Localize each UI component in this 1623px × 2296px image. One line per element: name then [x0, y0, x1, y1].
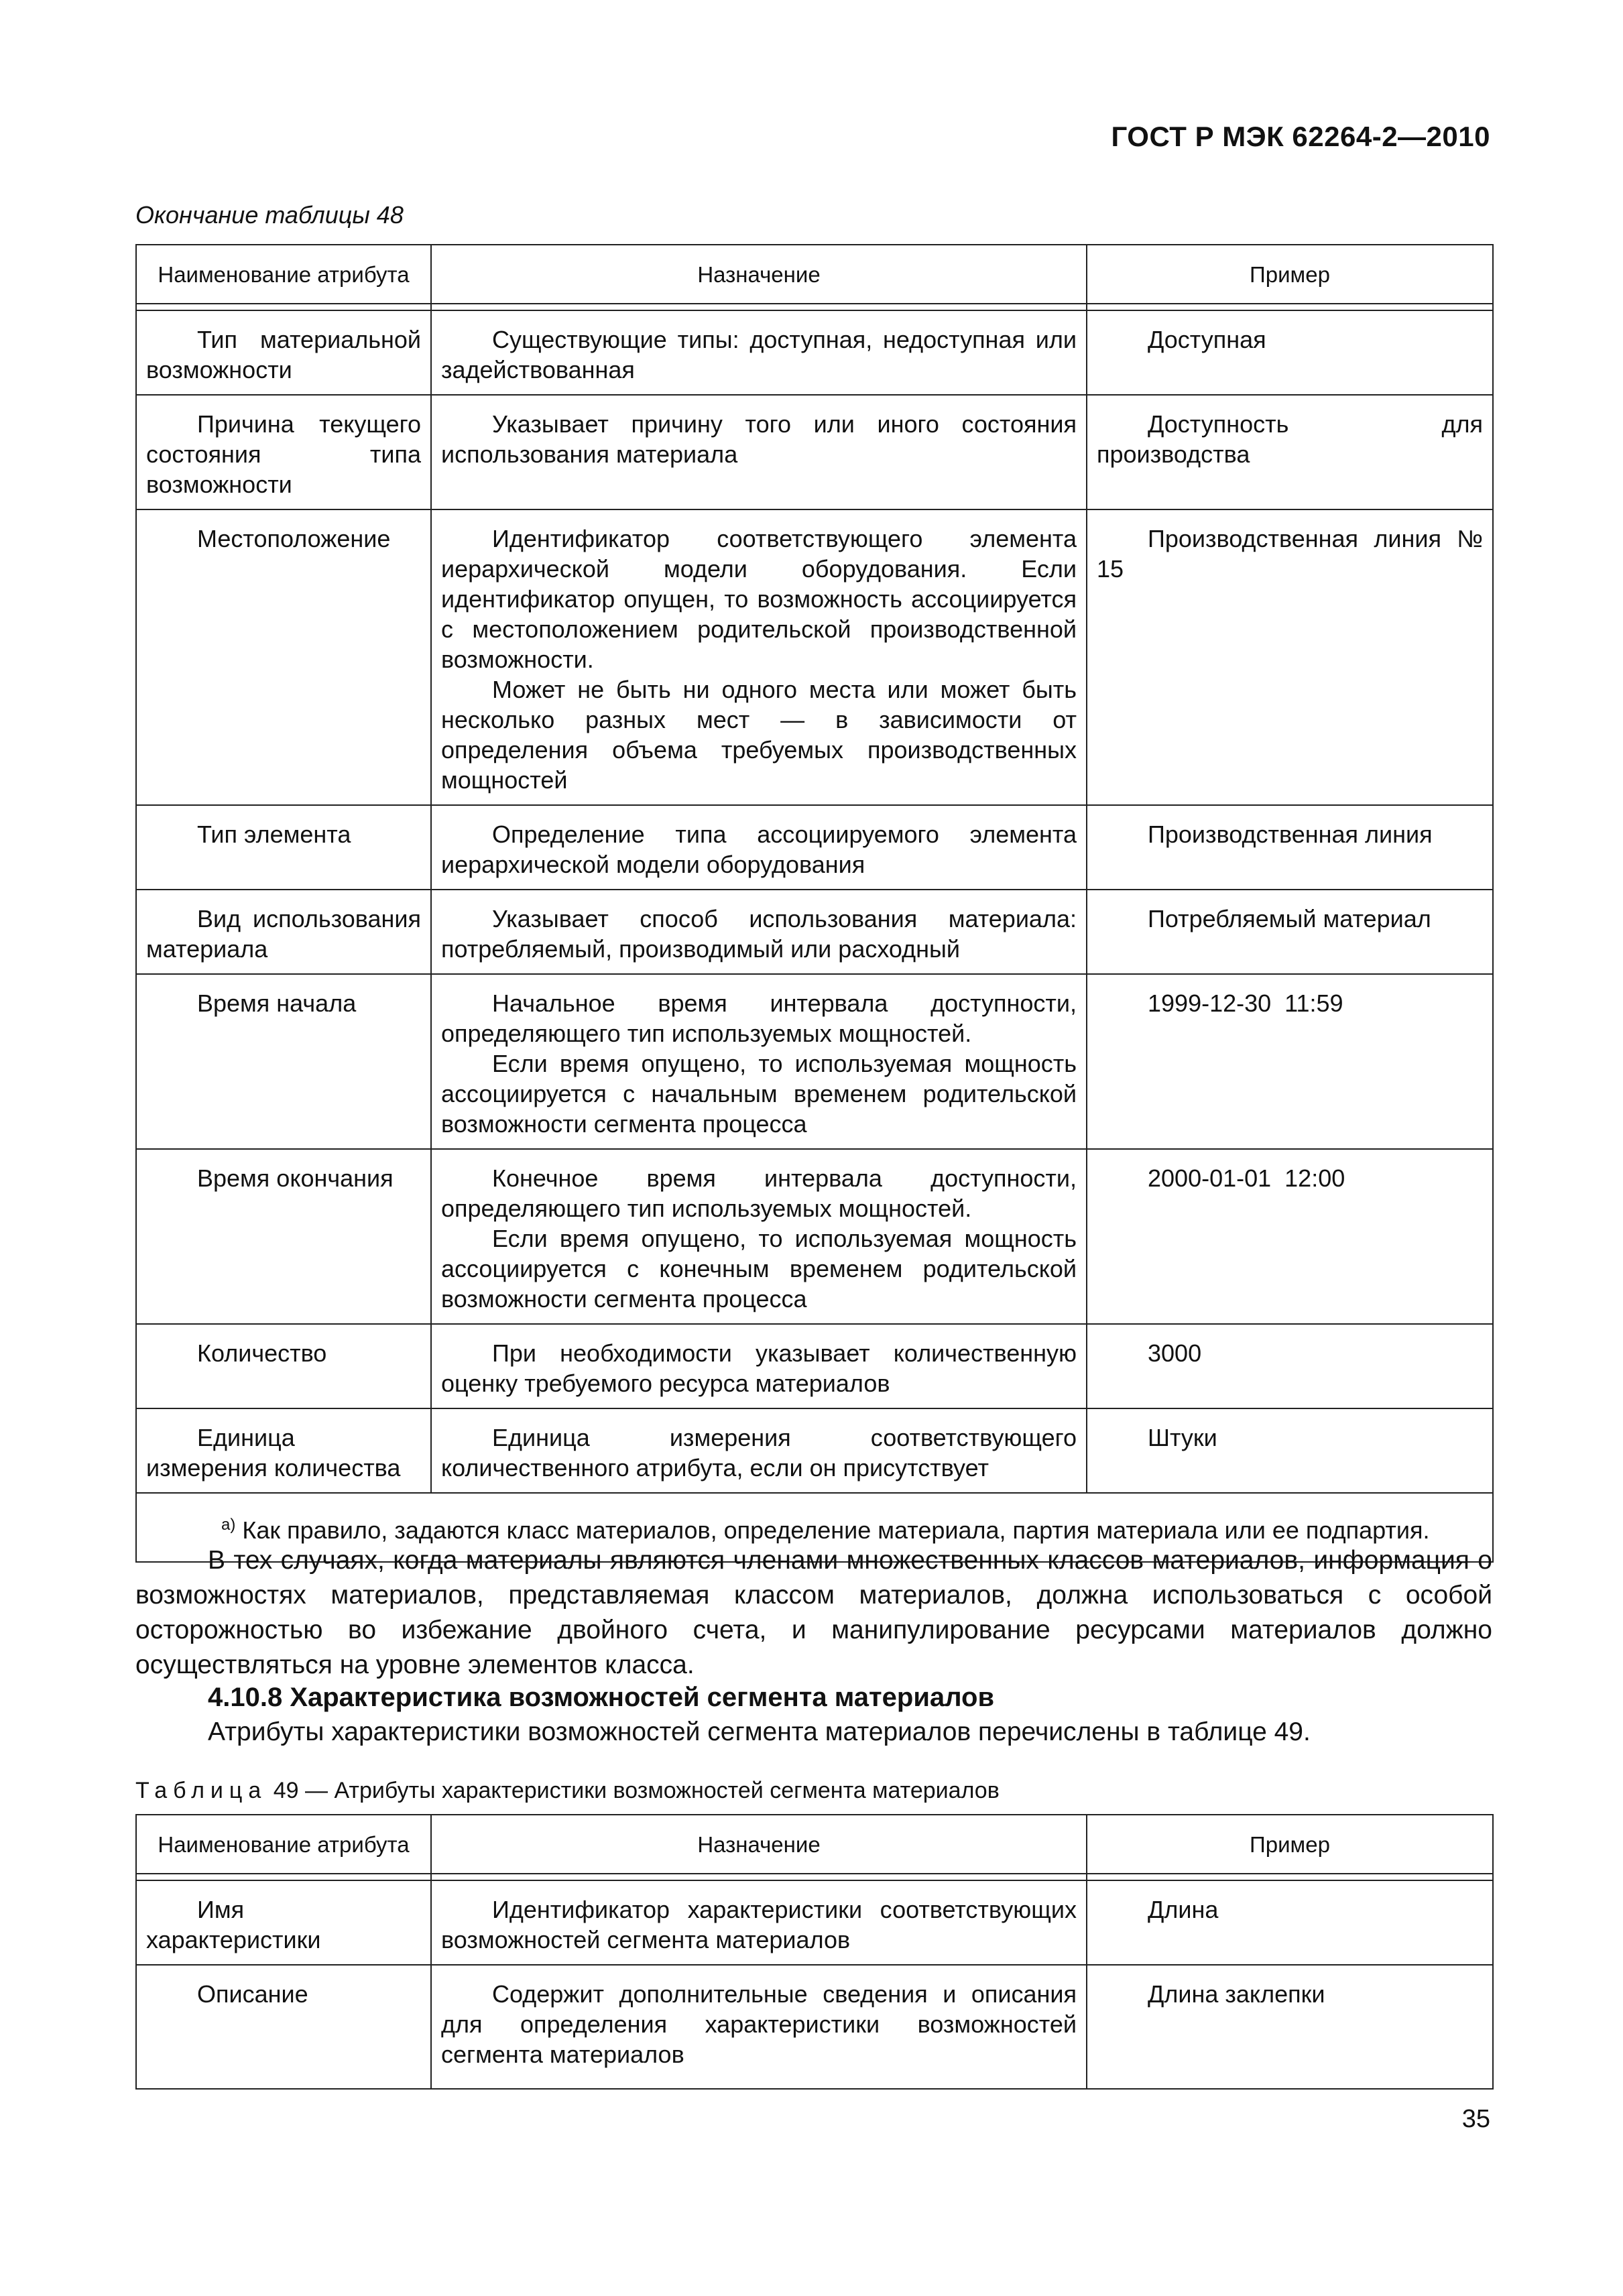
- table-row: [136, 1880, 1493, 1965]
- attribute-purpose: Единица измерения соответствующего количественного атрибута, если он присутствует: [441, 1424, 1077, 1482]
- table-row: [136, 1149, 1493, 1324]
- table-49: [135, 1814, 1494, 2090]
- attribute-purpose-note: Если время опущено, то используемая мощность ассоциируется с конечным временем родительской возможности сегмента процесса: [441, 1225, 1077, 1313]
- table-row: [136, 974, 1493, 1149]
- table-row: [136, 310, 1493, 395]
- table-row: [136, 890, 1493, 974]
- attribute-example: 1999-12-30 11:59: [1148, 989, 1343, 1017]
- table-48: [135, 244, 1494, 1563]
- table-caption-title: 49 — Атрибуты характеристики возможностей сегмента материалов: [267, 1778, 1000, 1803]
- table-continuation-label: Окончание таблицы 48: [135, 201, 404, 229]
- attribute-name: Имя характеристики: [146, 1896, 321, 1953]
- section-intro: Атрибуты характеристики возможностей сегмента материалов перечислены в таблице 49.: [208, 1717, 1311, 1746]
- attribute-name: Вид использования материала: [146, 905, 421, 963]
- attribute-example: Штуки: [1148, 1424, 1217, 1451]
- column-header: Наименование атрибута: [136, 245, 431, 304]
- table-row: [136, 805, 1493, 890]
- attribute-purpose: Определение типа ассоциируемого элемента иерархической модели оборудования: [441, 821, 1077, 878]
- paragraph-text: В тех случаях, когда материалы являются членами множественных классов материалов, информация о возможностях материалов, представляемая классом материалов, должна использоваться с особой осторожностью во избежание двойного счета, и манипулирование ресурсами материалов должно осуществляться на уровне элементов класса.: [135, 1546, 1492, 1679]
- attribute-name: Единица измерения количества: [146, 1424, 401, 1482]
- column-header: Пример: [1087, 245, 1493, 304]
- table-row: [136, 1324, 1493, 1408]
- attribute-example: Производственная линия № 15: [1097, 525, 1483, 583]
- attribute-example: Длина: [1148, 1896, 1219, 1923]
- column-header: Наименование атрибута: [136, 1815, 431, 1874]
- table-row: [136, 509, 1493, 805]
- attribute-name: Время окончания: [197, 1164, 394, 1192]
- attribute-example: Производственная линия: [1148, 821, 1433, 848]
- footnote-marker: а): [221, 1516, 236, 1534]
- table-header-row: [136, 1815, 1493, 1874]
- attribute-purpose: Конечное время интервала доступности, определяющего тип используемых мощностей.: [441, 1164, 1077, 1222]
- attribute-name: Описание: [197, 1980, 308, 2008]
- attribute-purpose: Существующие типы: доступная, недоступная или задействованная: [441, 326, 1077, 383]
- page-number: 35: [1461, 2105, 1490, 2133]
- table-footnote: Как правило, задаются класс материалов, определение материала, партия материала или ее подпартия.: [242, 1516, 1430, 1544]
- attribute-example: 3000: [1148, 1339, 1202, 1367]
- attribute-purpose: При необходимости указывает количественную оценку требуемого ресурса материалов: [441, 1339, 1077, 1397]
- table-caption: [135, 1778, 1000, 1804]
- attribute-purpose-note: Может не быть ни одного места или может быть несколько разных мест — в зависимости от определения объема требуемых производственных мощностей: [441, 676, 1077, 794]
- attribute-name: Время начала: [197, 989, 357, 1017]
- attribute-example: Длина заклепки: [1148, 1980, 1325, 2008]
- body-paragraph: [135, 1543, 1492, 1683]
- attribute-purpose: Указывает способ использования материала: потребляемый, производимый или расходный: [441, 905, 1077, 963]
- section-heading: 4.10.8 Характеристика возможностей сегмента материалов: [208, 1683, 995, 1712]
- table-row: [136, 1408, 1493, 1493]
- attribute-example: Доступная: [1148, 326, 1266, 353]
- attribute-name: Тип материальной возможности: [146, 326, 421, 383]
- column-header: Пример: [1087, 1815, 1493, 1874]
- attribute-purpose: Указывает причину того или иного состояния использования материала: [441, 410, 1077, 468]
- attribute-name: Причина текущего состояния типа возможности: [146, 410, 421, 498]
- attribute-example: Потребляемый материал: [1148, 905, 1431, 932]
- header-separator: [136, 1874, 1493, 1880]
- attribute-purpose-note: Если время опущено, то используемая мощность ассоциируется с начальным временем родительской возможности сегмента процесса: [441, 1050, 1077, 1138]
- table-header-row: [136, 245, 1493, 304]
- attribute-purpose: Идентификатор характеристики соответствующих возможностей сегмента материалов: [441, 1896, 1077, 1953]
- attribute-purpose: Идентификатор соответствующего элемента иерархической модели оборудования. Если идентификатор опущен, то возможность ассоциируется с местоположением родительской производственной возможности.: [441, 525, 1077, 673]
- table-row: [136, 1965, 1493, 2089]
- attribute-example: Доступность для производства: [1097, 410, 1483, 468]
- column-header: Назначение: [431, 1815, 1087, 1874]
- attribute-name: Количество: [197, 1339, 327, 1367]
- standard-code: ГОСТ Р МЭК 62264-2—2010: [1111, 121, 1490, 152]
- attribute-purpose: Начальное время интервала доступности, определяющего тип используемых мощностей.: [441, 989, 1077, 1047]
- header-separator: [136, 304, 1493, 310]
- attribute-name: Местоположение: [197, 525, 391, 552]
- attribute-purpose: Содержит дополнительные сведения и описания для определения характеристики возможностей сегмента материалов: [441, 1980, 1077, 2068]
- attribute-name: Тип элемента: [197, 821, 351, 848]
- attribute-example: 2000-01-01 12:00: [1148, 1164, 1345, 1192]
- column-header: Назначение: [431, 245, 1087, 304]
- table-caption-word: Таблица: [135, 1778, 267, 1803]
- table-row: [136, 395, 1493, 509]
